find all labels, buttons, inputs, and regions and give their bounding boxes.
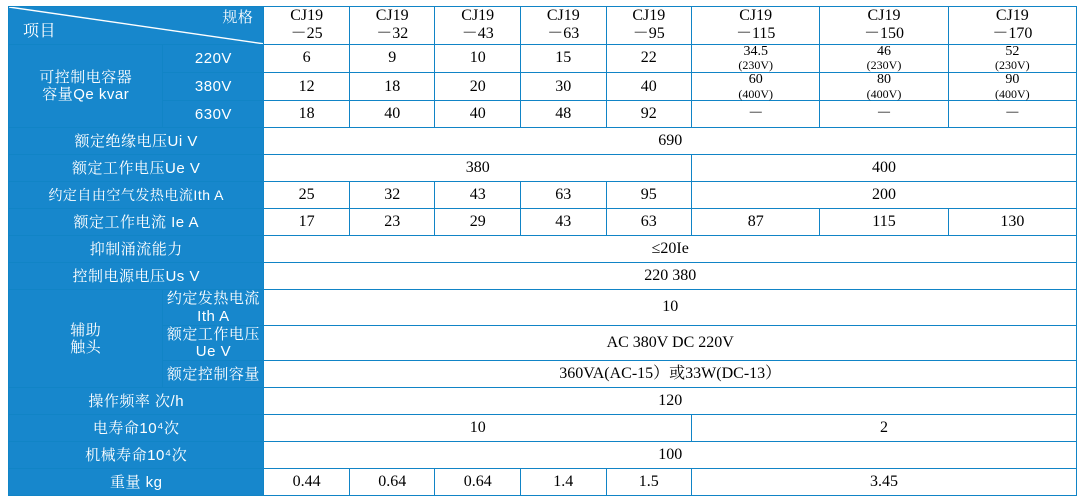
capacitor-630v-value-4: 48 [521,101,607,128]
row-inrush-suppression [9,236,1077,263]
capacitor-220v-value-8 [948,44,1076,72]
row-aux-thermal-current [9,290,1077,326]
model-name-line1: CJ19 [461,7,495,24]
row-label: 额定绝缘电压Ui V [9,128,264,155]
capacitor-220v-value-3: 10 [435,44,521,72]
model-name-line2: －95 [632,25,665,43]
row-value: 120 [264,388,1077,415]
row-weight [9,469,1077,496]
row-label: 电寿命10⁴次 [9,415,264,442]
value-main: 46 [877,43,891,59]
row-label: 控制电源电压Us V [9,263,264,290]
ie-value-1: 17 [264,209,350,236]
value-main: 34.5 [743,43,768,59]
weight-value-1: 0.44 [264,469,350,496]
row-operating-frequency [9,388,1077,415]
corner-header-cell [9,7,264,45]
row-value: AC 380V DC 220V [264,325,1077,361]
ie-value-7: 115 [820,209,948,236]
capacitor-220v-value-7 [820,44,948,72]
ie-value-5: 63 [606,209,692,236]
capacitor-380v-value-2: 18 [349,73,435,101]
table-header-row [9,7,1077,45]
capacitor-630v-value-5: 92 [606,101,692,128]
value-main: 90 [1005,72,1020,88]
row-rated-insulation-voltage [9,128,1077,155]
ie-value-2: 23 [349,209,435,236]
capacitor-220v-value-2: 9 [349,44,435,72]
capacitor-label-line2: 容量Qe kvar [42,86,130,104]
row-rated-operating-current [9,209,1077,236]
value-sub: (230V) [738,58,774,73]
model-name-line2: －25 [290,25,323,43]
ie-value-8: 130 [948,209,1076,236]
model-name-line2: －43 [461,25,494,43]
row-aux-rated-operating-voltage [9,325,1077,361]
row-label: 操作频率 次/h [9,388,264,415]
aux-label-line1: 辅助 [70,321,102,339]
row-label: 约定自由空气发热电流Ith A [9,182,264,209]
value-sub: (400V) [994,86,1030,101]
weight-value-merged: 3.45 [692,469,1077,496]
capacitor-630v-value-3: 40 [435,101,521,128]
corner-label-item: 项目 [23,23,57,41]
voltage-label-630v: 630V [163,101,264,128]
spec-sheet [0,6,1085,491]
value-sub: (230V) [994,58,1030,73]
aux-label-line2: 触头 [70,338,102,356]
value-sub: (400V) [738,86,774,101]
row-value: 10 [264,290,1077,326]
model-name-line1: CJ19 [546,7,580,24]
row-label: 重量 kg [9,469,264,496]
ith-value-3: 43 [435,182,521,209]
specification-table [8,6,1077,496]
row-value: 100 [264,442,1077,469]
ie-value-3: 29 [435,209,521,236]
capacitor-380v-value-3: 20 [435,73,521,101]
capacitor-380v-value-7 [820,73,948,101]
capacitor-630v-value-6: － [692,101,820,128]
voltage-label-380v: 380V [163,73,264,101]
capacitor-220v-value-1: 6 [264,44,350,72]
model-name-line2: －115 [736,25,776,43]
capacitor-630v-value-2: 40 [349,101,435,128]
model-header-4 [521,7,607,45]
model-header-8 [948,7,1076,45]
capacitor-row-380v [9,73,1077,101]
model-name-line2: －170 [992,25,1033,43]
row-label: 约定发热电流Ith A [163,290,264,326]
row-electrical-life [9,415,1077,442]
weight-value-4: 1.4 [521,469,607,496]
capacitor-380v-value-5: 40 [606,73,692,101]
row-value-left: 380 [264,155,692,182]
model-header-6 [692,7,820,45]
model-name-line2: －150 [864,25,905,43]
row-value: 220 380 [264,263,1077,290]
capacitor-380v-value-4: 30 [521,73,607,101]
weight-value-2: 0.64 [349,469,435,496]
value-main: 52 [1005,43,1020,59]
model-header-2 [349,7,435,45]
model-name-line1: CJ19 [867,7,901,24]
row-value: 360VA(AC-15）或33W(DC-13） [264,361,1077,388]
row-conventional-free-air-thermal-current [9,182,1077,209]
value-main: 80 [877,72,891,88]
row-value: ≤20Ie [264,236,1077,263]
model-name-line1: CJ19 [995,7,1029,24]
ith-value-4: 63 [521,182,607,209]
row-mechanical-life [9,442,1077,469]
row-label: 额定工作电压Ue V [9,155,264,182]
capacitor-220v-value-6 [692,44,820,72]
capacitor-380v-value-6 [692,73,820,101]
capacitor-label-line1: 可控制电容器 [39,68,133,86]
capacitor-380v-value-1: 12 [264,73,350,101]
voltage-label-220v: 220V [163,44,264,72]
row-label: 额定工作电流 Ie A [9,209,264,236]
ith-value-merged: 200 [692,182,1077,209]
capacitor-630v-value-7: － [820,101,948,128]
model-name-line2: －63 [547,25,580,43]
row-value-right: 2 [692,415,1077,442]
capacitor-630v-value-1: 18 [264,101,350,128]
value-sub: (400V) [866,86,902,101]
model-header-7 [820,7,948,45]
row-label: 抑制涌流能力 [9,236,264,263]
value-main: 60 [748,72,763,88]
model-name-line1: CJ19 [375,7,409,24]
value-sub: (230V) [866,58,902,73]
weight-value-3: 0.64 [435,469,521,496]
corner-label-spec: 规格 [222,9,254,26]
row-value: 690 [264,128,1077,155]
aux-block-label [9,290,163,388]
model-header-5 [606,7,692,45]
row-value-left: 10 [264,415,692,442]
ie-value-6: 87 [692,209,820,236]
capacitor-220v-value-4: 15 [521,44,607,72]
weight-value-5: 1.5 [606,469,692,496]
capacitor-row-220v [9,44,1077,72]
model-name-line2: －32 [376,25,409,43]
model-header-1 [264,7,350,45]
row-aux-rated-control-capacity [9,361,1077,388]
row-label: 额定控制容量 [163,361,264,388]
ie-value-4: 43 [521,209,607,236]
model-name-line1: CJ19 [632,7,666,24]
capacitor-row-630v [9,101,1077,128]
capacitor-630v-value-8: － [948,101,1076,128]
row-label: 额定工作电压Ue V [163,325,264,361]
row-label: 机械寿命10⁴次 [9,442,264,469]
capacitor-220v-value-5: 22 [606,44,692,72]
row-rated-operating-voltage [9,155,1077,182]
row-control-supply-voltage [9,263,1077,290]
capacitor-block-label [9,44,163,128]
model-name-line1: CJ19 [739,7,773,24]
model-header-3 [435,7,521,45]
ith-value-1: 25 [264,182,350,209]
ith-value-5: 95 [606,182,692,209]
model-name-line1: CJ19 [290,7,324,24]
capacitor-380v-value-8 [948,73,1076,101]
ith-value-2: 32 [349,182,435,209]
row-value-right: 400 [692,155,1077,182]
